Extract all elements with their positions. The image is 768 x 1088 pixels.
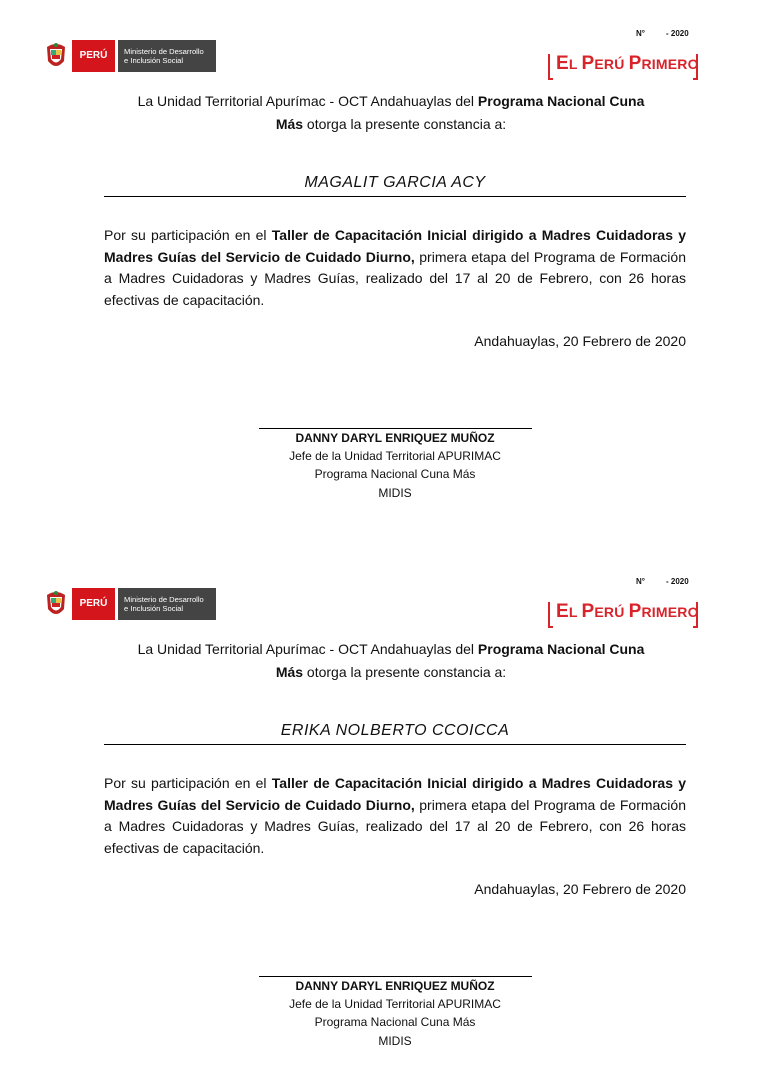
ministry-line-1: Ministerio de Desarrollo	[124, 595, 204, 604]
ministry-label	[118, 40, 216, 72]
certificate-2	[0, 548, 768, 1088]
signatory-org: MIDIS	[378, 1034, 412, 1048]
signatory-program: Programa Nacional Cuna Más	[314, 467, 476, 481]
slogan: EL PERÚ PRIMERO	[556, 53, 699, 74]
coat-of-arms-icon	[44, 41, 68, 71]
intro-paragraph: La Unidad Territorial Apurímac - OCT Andahuaylas del Programa Nacional Cuna Más otorga la presente constancia a:	[137, 641, 645, 680]
bracket-right-icon	[693, 54, 698, 80]
body-paragraph: Por su participación en el Taller de Capacitación Inicial dirigido a Madres Cuidadoras y Madres Guías del Servicio de Cuidado Diurno, primera etapa del Programa de Formación a Madres Cuidadoras y Madres Guías, realizado del 17 al 20 de Febrero, con 26 horas efectivas de capacitación.	[104, 775, 686, 856]
bracket-left-icon	[548, 602, 553, 628]
signatory-title: Jefe de la Unidad Territorial APURIMAC	[289, 449, 501, 463]
signatory-name: DANNY DARYL ENRIQUEZ MUÑOZ	[295, 431, 495, 445]
place-date: Andahuaylas, 20 Febrero de 2020	[474, 333, 686, 349]
number-year: - 2020	[666, 29, 689, 38]
recipient-name: ERIKA NOLBERTO CCOICCA	[104, 722, 686, 745]
el-peru-primero-logo	[548, 600, 698, 628]
el-peru-primero-logo	[548, 52, 698, 80]
signatory-program: Programa Nacional Cuna Más	[314, 1015, 476, 1029]
ministry-line-2: e Inclusión Social	[124, 56, 184, 65]
signature-line	[259, 976, 532, 977]
midis-logo	[44, 588, 216, 621]
recipient-name: MAGALIT GARCIA ACY	[104, 174, 686, 197]
signatory-org: MIDIS	[378, 486, 412, 500]
certificate-1	[0, 0, 768, 540]
intro-paragraph: La Unidad Territorial Apurímac - OCT Andahuaylas del Programa Nacional Cuna Más otorga la presente constancia a:	[137, 93, 645, 132]
number-label: N°	[636, 577, 645, 586]
ministry-line-1: Ministerio de Desarrollo	[124, 47, 204, 56]
ministry-label	[118, 588, 216, 620]
signatory-name: DANNY DARYL ENRIQUEZ MUÑOZ	[295, 979, 495, 993]
bracket-left-icon	[548, 54, 553, 80]
ministry-line-2: e Inclusión Social	[124, 604, 184, 613]
peru-label: PERÚ	[72, 40, 115, 72]
body-paragraph: Por su participación en el Taller de Capacitación Inicial dirigido a Madres Cuidadoras y Madres Guías del Servicio de Cuidado Diurno, primera etapa del Programa de Formación a Madres Cuidadoras y Madres Guías, realizado del 17 al 20 de Febrero, con 26 horas efectivas de capacitación.	[104, 227, 686, 308]
bracket-right-icon	[693, 602, 698, 628]
slogan: EL PERÚ PRIMERO	[556, 601, 699, 622]
midis-logo	[44, 40, 216, 73]
number-year: - 2020	[666, 577, 689, 586]
peru-label: PERÚ	[72, 588, 115, 620]
signature-line	[259, 428, 532, 429]
number-label: N°	[636, 29, 645, 38]
coat-of-arms-icon	[44, 589, 68, 619]
signatory-title: Jefe de la Unidad Territorial APURIMAC	[289, 997, 501, 1011]
place-date: Andahuaylas, 20 Febrero de 2020	[474, 881, 686, 897]
